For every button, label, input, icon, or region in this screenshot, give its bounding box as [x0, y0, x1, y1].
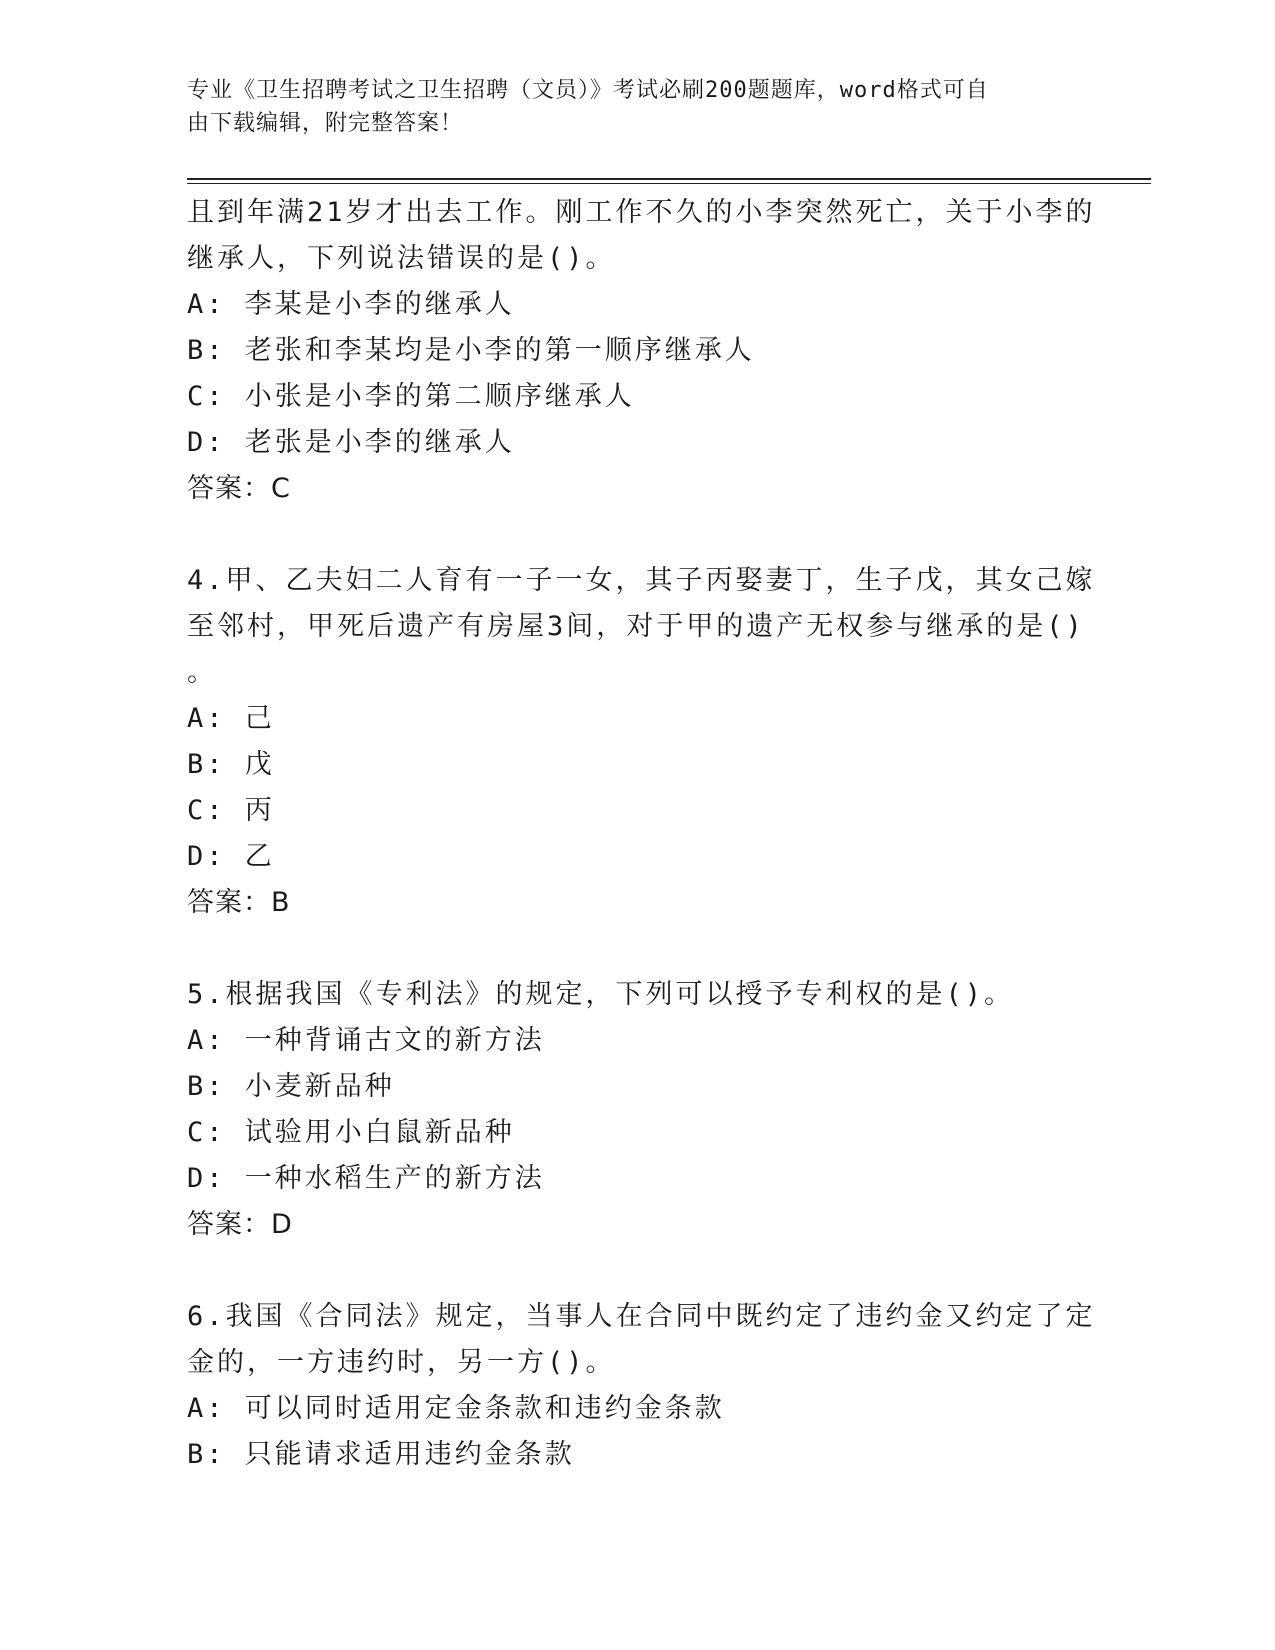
option-b: B: 只能请求适用违约金条款	[187, 1439, 575, 1470]
option-c: C: 丙	[187, 795, 275, 826]
question-stem-line: 至邻村，甲死后遗产有房屋3间，对于甲的遗产无权参与继承的是()	[187, 611, 1085, 642]
question-3	[187, 190, 1096, 512]
spacer	[187, 1248, 1087, 1294]
document-header	[187, 74, 1067, 140]
question-stem-line: 金的，一方违约时，另一方()。	[187, 1347, 616, 1378]
question-6	[187, 1294, 1096, 1478]
question-stem-line: 6.我国《合同法》规定，当事人在合同中既约定了违约金又约定了定	[187, 1301, 1096, 1332]
question-content	[187, 190, 1096, 1478]
answer-line: 答案：B	[187, 887, 291, 918]
option-a: A: 一种背诵古文的新方法	[187, 1025, 545, 1056]
header-line-1: 专业《卫生招聘考试之卫生招聘（文员）》考试必刷200题题库，word格式可自	[187, 78, 989, 103]
header-line-2: 由下载编辑，附完整答案！	[187, 111, 464, 136]
answer-line: 答案：C	[187, 473, 291, 504]
option-d: D: 乙	[187, 841, 275, 872]
option-c: C: 小张是小李的第二顺序继承人	[187, 381, 635, 412]
option-a: A: 李某是小李的继承人	[187, 289, 515, 320]
spacer	[187, 512, 1087, 558]
option-b: B: 戊	[187, 749, 275, 780]
question-4	[187, 558, 1096, 926]
question-stem-line: 5.根据我国《专利法》的规定，下列可以授予专利权的是()。	[187, 979, 1015, 1010]
option-a: A: 己	[187, 703, 275, 734]
header-divider-thick	[187, 178, 1151, 180]
answer-line: 答案：D	[187, 1209, 293, 1240]
spacer	[187, 926, 1087, 972]
option-b: B: 小麦新品种	[187, 1071, 395, 1102]
question-stem-line: 且到年满21岁才出去工作。刚工作不久的小李突然死亡，关于小李的	[187, 197, 1096, 228]
option-b: B: 老张和李某均是小李的第一顺序继承人	[187, 335, 755, 366]
question-5	[187, 972, 1087, 1248]
question-stem-line: 4.甲、乙夫妇二人育有一子一女，其子丙娶妻丁，生子戊，其女己嫁	[187, 565, 1096, 596]
option-c: C: 试验用小白鼠新品种	[187, 1117, 515, 1148]
header-divider-thin	[187, 183, 1151, 184]
question-stem-line: 继承人，下列说法错误的是()。	[187, 243, 616, 274]
question-stem-line: 。	[187, 657, 217, 688]
option-d: D: 老张是小李的继承人	[187, 427, 515, 458]
option-a: A: 可以同时适用定金条款和违约金条款	[187, 1393, 725, 1424]
option-d: D: 一种水稻生产的新方法	[187, 1163, 545, 1194]
